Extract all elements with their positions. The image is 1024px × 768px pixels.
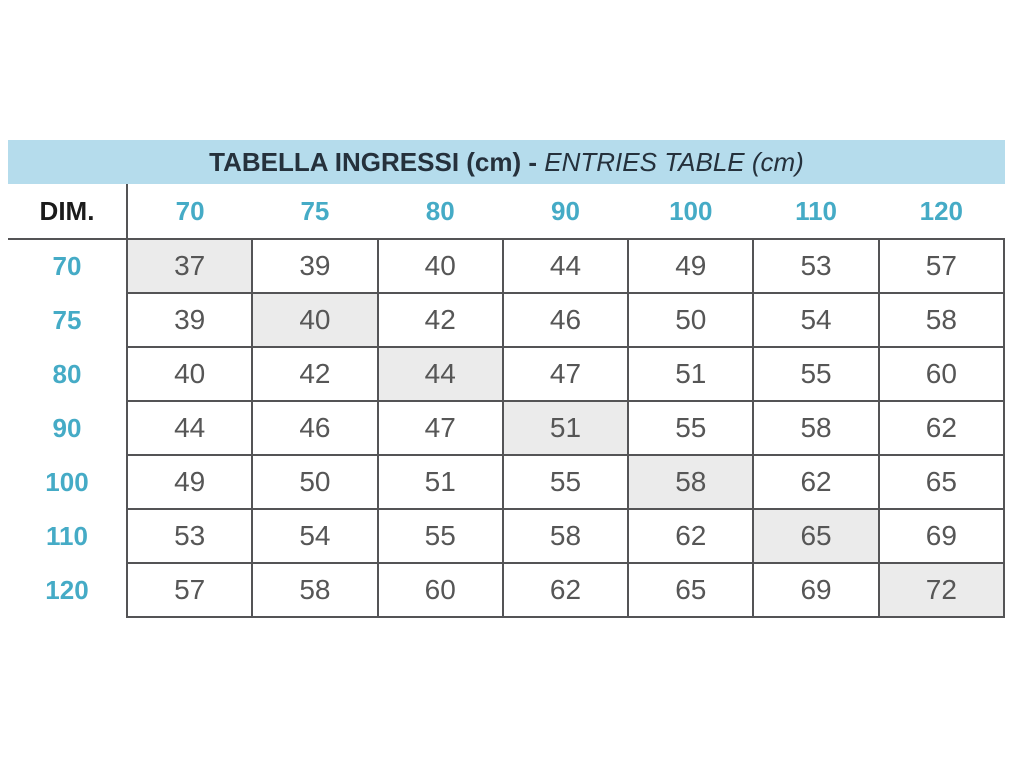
column-header-120: 120 bbox=[879, 184, 1004, 239]
table-cell: 49 bbox=[127, 455, 252, 509]
table-cell: 60 bbox=[378, 563, 503, 617]
entries-table bbox=[8, 184, 1005, 618]
table-cell: 40 bbox=[127, 347, 252, 401]
table-cell-diagonal: 44 bbox=[378, 347, 503, 401]
table-row bbox=[8, 509, 1004, 563]
table-row bbox=[8, 293, 1004, 347]
table-cell: 58 bbox=[503, 509, 628, 563]
table-cell: 46 bbox=[252, 401, 377, 455]
table-header-row bbox=[8, 184, 1004, 239]
table-row bbox=[8, 347, 1004, 401]
table-cell: 65 bbox=[628, 563, 753, 617]
table-cell: 49 bbox=[628, 239, 753, 293]
table-title-italian: TABELLA INGRESSI (cm) - bbox=[209, 146, 545, 177]
table-cell: 54 bbox=[252, 509, 377, 563]
table-cell: 53 bbox=[753, 239, 878, 293]
table-cell: 39 bbox=[252, 239, 377, 293]
table-cell: 53 bbox=[127, 509, 252, 563]
table-cell: 47 bbox=[503, 347, 628, 401]
table-cell: 58 bbox=[879, 293, 1004, 347]
entries-table-panel bbox=[8, 140, 1005, 618]
table-cell: 39 bbox=[127, 293, 252, 347]
row-header-70: 70 bbox=[52, 251, 82, 281]
table-row bbox=[8, 239, 1004, 293]
column-header-80: 80 bbox=[378, 184, 503, 239]
table-cell: 69 bbox=[879, 509, 1004, 563]
column-header-100: 100 bbox=[628, 184, 753, 239]
table-cell-diagonal: 51 bbox=[503, 401, 628, 455]
table-cell-diagonal: 37 bbox=[127, 239, 252, 293]
table-cell: 58 bbox=[252, 563, 377, 617]
table-cell-diagonal: 72 bbox=[879, 563, 1004, 617]
table-cell: 44 bbox=[127, 401, 252, 455]
row-header-120: 120 bbox=[45, 574, 89, 605]
table-cell: 44 bbox=[503, 239, 628, 293]
table-cell: 51 bbox=[628, 347, 753, 401]
table-cell: 46 bbox=[503, 293, 628, 347]
column-header-110: 110 bbox=[753, 184, 878, 239]
table-cell: 60 bbox=[879, 347, 1004, 401]
row-header-75: 75 bbox=[52, 304, 82, 335]
column-header-90: 90 bbox=[503, 184, 628, 239]
column-header-70: 70 bbox=[127, 184, 252, 239]
table-cell: 55 bbox=[753, 347, 878, 401]
table-title-band bbox=[8, 140, 1005, 184]
table-cell: 65 bbox=[879, 455, 1004, 509]
table-row bbox=[8, 455, 1004, 509]
row-header-100: 100 bbox=[45, 466, 89, 497]
table-cell: 54 bbox=[753, 293, 878, 347]
table-cell: 62 bbox=[503, 563, 628, 617]
table-row bbox=[8, 401, 1004, 455]
dim-corner-label: DIM. bbox=[8, 184, 127, 239]
column-header-75: 75 bbox=[252, 184, 377, 239]
table-cell: 62 bbox=[753, 455, 878, 509]
row-header-110: 110 bbox=[46, 520, 88, 551]
table-cell: 55 bbox=[628, 401, 753, 455]
table-cell: 51 bbox=[378, 455, 503, 509]
table-cell: 42 bbox=[378, 293, 503, 347]
table-cell: 58 bbox=[753, 401, 878, 455]
row-header-90: 90 bbox=[52, 412, 82, 443]
table-cell: 57 bbox=[879, 239, 1004, 293]
table-cell: 62 bbox=[879, 401, 1004, 455]
table-cell: 40 bbox=[378, 239, 503, 293]
table-cell-diagonal: 58 bbox=[628, 455, 753, 509]
table-cell-diagonal: 40 bbox=[252, 293, 377, 347]
table-cell: 50 bbox=[628, 293, 753, 347]
row-header-80: 80 bbox=[52, 358, 82, 389]
table-cell-diagonal: 65 bbox=[753, 509, 878, 563]
table-row bbox=[8, 563, 1004, 617]
table-cell: 69 bbox=[753, 563, 878, 617]
table-cell: 55 bbox=[378, 509, 503, 563]
table-cell: 55 bbox=[503, 455, 628, 509]
table-cell: 50 bbox=[252, 455, 377, 509]
table-title-english: ENTRIES TABLE (cm) bbox=[544, 146, 804, 177]
table-cell: 62 bbox=[628, 509, 753, 563]
table-cell: 42 bbox=[252, 347, 377, 401]
table-cell: 57 bbox=[127, 563, 252, 617]
table-cell: 47 bbox=[378, 401, 503, 455]
